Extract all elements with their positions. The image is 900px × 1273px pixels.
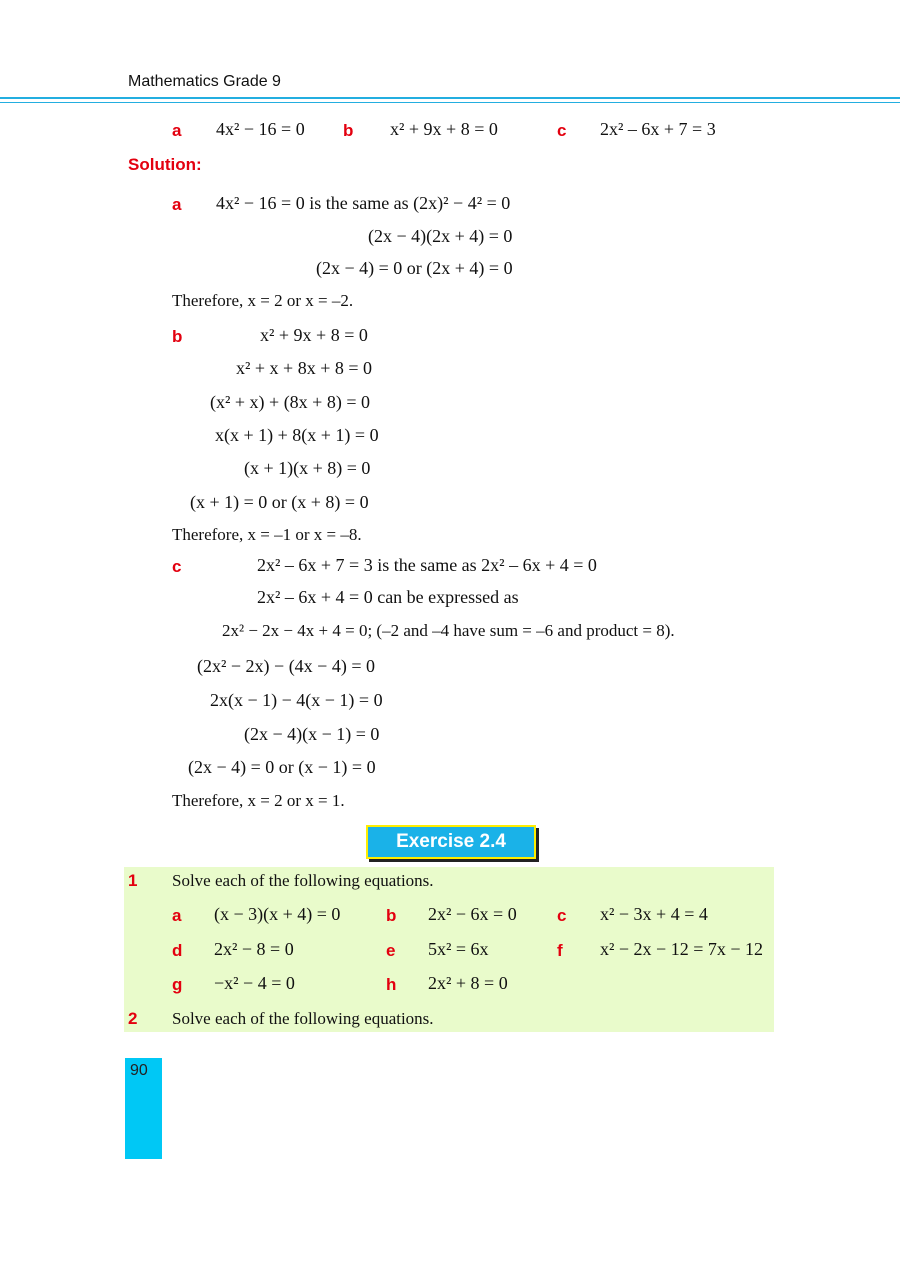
problem-equation-b: x² + 9x + 8 = 0 — [390, 119, 498, 139]
exercise-label-c: c — [557, 906, 567, 925]
solution-c-line6: (2x − 4)(x − 1) = 0 — [244, 724, 380, 744]
solution-b-line4: x(x + 1) + 8(x + 1) = 0 — [215, 425, 379, 445]
solution-b-line5: (x + 1)(x + 8) = 0 — [244, 458, 371, 478]
solution-c-line1: 2x² – 6x + 7 = 3 is the same as 2x² – 6x + 4 = 0 — [257, 555, 597, 575]
solution-b-line1: x² + 9x + 8 = 0 — [260, 325, 368, 345]
solution-c-line7: (2x − 4) = 0 or (x − 1) = 0 — [188, 757, 376, 777]
question-number-1: 1 — [128, 871, 138, 890]
problem-equation-c: 2x² – 6x + 7 = 3 — [600, 119, 716, 139]
exercise-equation-f: x² − 2x − 12 = 7x − 12 — [600, 939, 764, 959]
solution-b-line2: x² + x + 8x + 8 = 0 — [236, 358, 373, 378]
question-2-text: Solve each of the following equations. — [172, 1009, 434, 1028]
exercise-label-d: d — [172, 941, 183, 960]
solution-c-line4: (2x² − 2x) − (4x − 4) = 0 — [197, 656, 375, 676]
exercise-label-e: e — [386, 941, 396, 960]
exercise-equation-g: −x² − 4 = 0 — [214, 973, 295, 993]
solution-label-b: b — [172, 327, 183, 346]
solution-c-line5: 2x(x − 1) − 4(x − 1) = 0 — [210, 690, 383, 710]
problem-label-b: b — [343, 121, 354, 140]
solution-c-line2: 2x² – 6x + 4 = 0 can be expressed as — [257, 587, 519, 607]
exercise-equation-h: 2x² + 8 = 0 — [428, 973, 508, 993]
problem-label-c: c — [557, 121, 567, 140]
exercise-label-h: h — [386, 975, 397, 994]
exercise-equation-a: (x − 3)(x + 4) = 0 — [214, 904, 341, 924]
exercise-label-f: f — [557, 941, 563, 960]
question-number-2: 2 — [128, 1009, 138, 1028]
solution-a-line1: 4x² − 16 = 0 is the same as (2x)² − 4² = 0 — [216, 193, 511, 213]
question-1-text: Solve each of the following equations. — [172, 871, 434, 890]
exercise-title: Exercise 2.4 — [366, 825, 536, 859]
solution-a-conclusion: Therefore, x = 2 or x = –2. — [172, 291, 354, 310]
solution-b-conclusion: Therefore, x = –1 or x = –8. — [172, 525, 362, 544]
solution-heading: Solution: — [128, 155, 202, 174]
exercise-label-b: b — [386, 906, 397, 925]
solution-a-line2: (2x − 4)(2x + 4) = 0 — [368, 226, 513, 246]
problem-label-a: a — [172, 121, 182, 140]
solution-c-conclusion: Therefore, x = 2 or x = 1. — [172, 791, 345, 810]
solution-label-a: a — [172, 195, 182, 214]
solution-b-line6: (x + 1) = 0 or (x + 8) = 0 — [190, 492, 369, 512]
solution-b-line3: (x² + x) + (8x + 8) = 0 — [210, 392, 370, 412]
page-number: 90 — [130, 1062, 148, 1079]
header-rule-bottom — [0, 102, 900, 103]
exercise-equation-b: 2x² − 6x = 0 — [428, 904, 517, 924]
exercise-equation-d: 2x² − 8 = 0 — [214, 939, 294, 959]
exercise-label-a: a — [172, 906, 182, 925]
solution-c-line3: 2x² − 2x − 4x + 4 = 0; (–2 and –4 have sum = –6 and product = 8). — [222, 621, 675, 640]
exercise-equation-c: x² − 3x + 4 = 4 — [600, 904, 708, 924]
running-header: Mathematics Grade 9 — [128, 73, 281, 90]
exercise-label-g: g — [172, 975, 183, 994]
problem-equation-a: 4x² − 16 = 0 — [216, 119, 305, 139]
solution-a-line3: (2x − 4) = 0 or (2x + 4) = 0 — [316, 258, 513, 278]
header-rule-top — [0, 97, 900, 99]
exercise-equation-e: 5x² = 6x — [428, 939, 489, 959]
solution-label-c: c — [172, 557, 182, 576]
